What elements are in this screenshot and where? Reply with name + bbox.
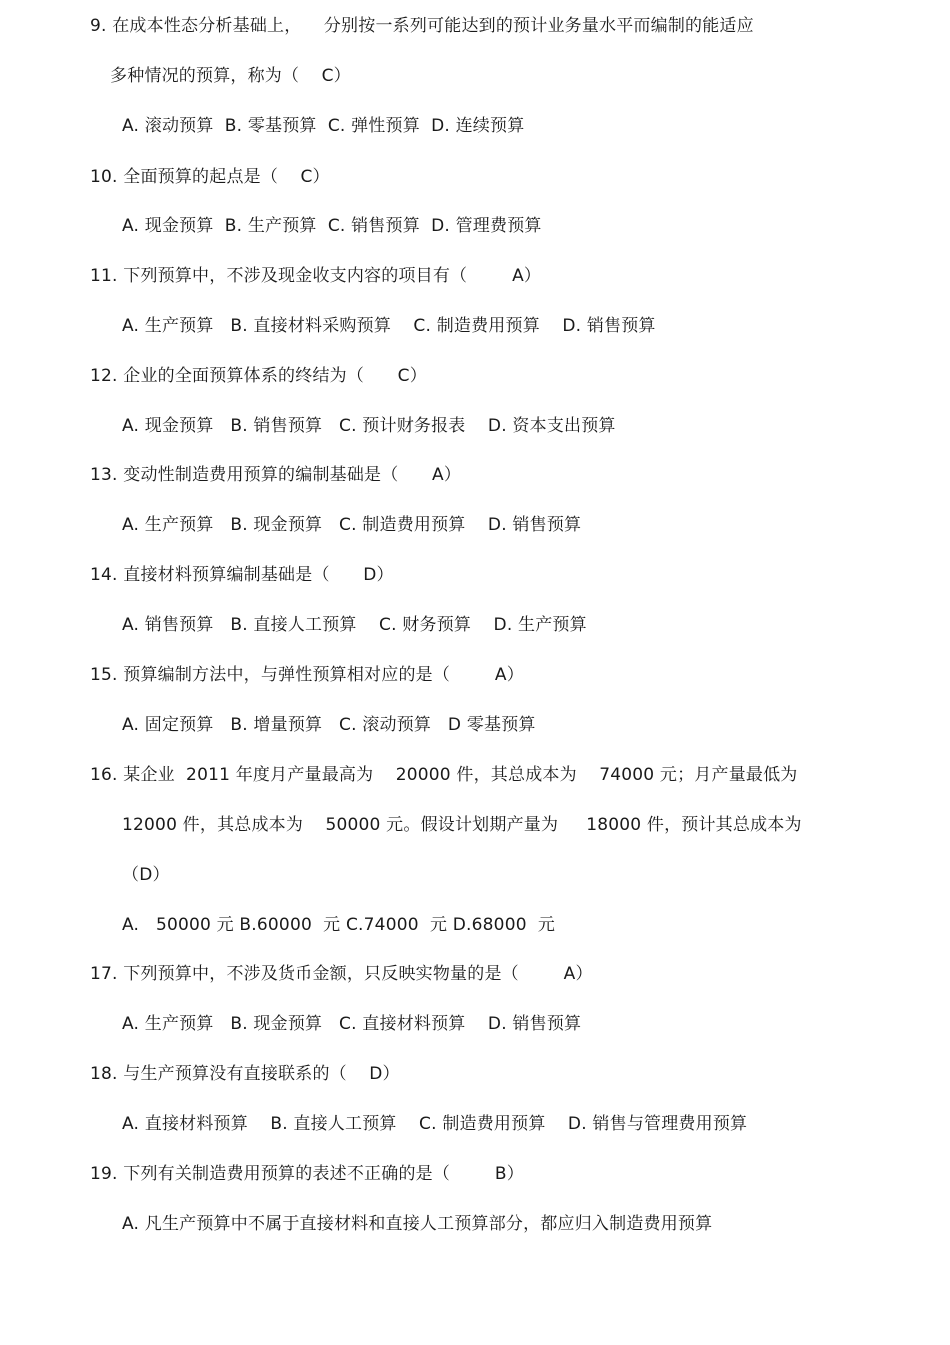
question-17-stem: 17. 下列预算中，不涉及货币金额，只反映实物量的是（ A）: [90, 964, 593, 984]
question-16-answer: （D）: [122, 865, 170, 885]
question-16-stem-cont: 12000 件，其总成本为 50000 元。假设计划期产量为 18000 件，预计其总成本为: [122, 815, 802, 835]
question-18-options: A. 直接材料预算 B. 直接人工预算 C. 制造费用预算 D. 销售与管理费用预算: [122, 1114, 748, 1134]
question-15-options: A. 固定预算 B. 增量预算 C. 滚动预算 D 零基预算: [122, 715, 536, 735]
question-19-stem: 19. 下列有关制造费用预算的表述不正确的是（ B）: [90, 1164, 524, 1184]
question-14-stem: 14. 直接材料预算编制基础是（ D）: [90, 565, 394, 585]
question-9-stem-cont: 多种情况的预算，称为（ C）: [110, 66, 351, 86]
question-13-options: A. 生产预算 B. 现金预算 C. 制造费用预算 D. 销售预算: [122, 515, 582, 535]
question-19-option-a: A. 凡生产预算中不属于直接材料和直接人工预算部分，都应归入制造费用预算: [122, 1214, 713, 1234]
question-14-options: A. 销售预算 B. 直接人工预算 C. 财务预算 D. 生产预算: [122, 615, 587, 635]
question-13-stem: 13. 变动性制造费用预算的编制基础是（ A）: [90, 465, 462, 485]
question-9-stem: 9. 在成本性态分析基础上， 分别按一系列可能达到的预计业务量水平而编制的能适应: [90, 16, 754, 36]
question-11-stem: 11. 下列预算中，不涉及现金收支内容的项目有（ A）: [90, 266, 542, 286]
question-16-options: A. 50000 元 B.60000 元 C.74000 元 D.68000 元: [122, 915, 556, 935]
question-12-options: A. 现金预算 B. 销售预算 C. 预计财务报表 D. 资本支出预算: [122, 416, 616, 436]
question-17-options: A. 生产预算 B. 现金预算 C. 直接材料预算 D. 销售预算: [122, 1014, 582, 1034]
question-12-stem: 12. 企业的全面预算体系的终结为（ C）: [90, 366, 427, 386]
question-10-options: A. 现金预算 B. 生产预算 C. 销售预算 D. 管理费预算: [122, 216, 542, 236]
question-11-options: A. 生产预算 B. 直接材料采购预算 C. 制造费用预算 D. 销售预算: [122, 316, 656, 336]
question-15-stem: 15. 预算编制方法中，与弹性预算相对应的是（ A）: [90, 665, 524, 685]
question-16-stem: 16. 某企业 2011 年度月产量最高为 20000 件，其总成本为 74000 元；月产量最低为: [90, 765, 798, 785]
question-18-stem: 18. 与生产预算没有直接联系的（ D）: [90, 1064, 400, 1084]
question-9-options: A. 滚动预算 B. 零基预算 C. 弹性预算 D. 连续预算: [122, 116, 525, 136]
question-10-stem: 10. 全面预算的起点是（ C）: [90, 167, 330, 187]
